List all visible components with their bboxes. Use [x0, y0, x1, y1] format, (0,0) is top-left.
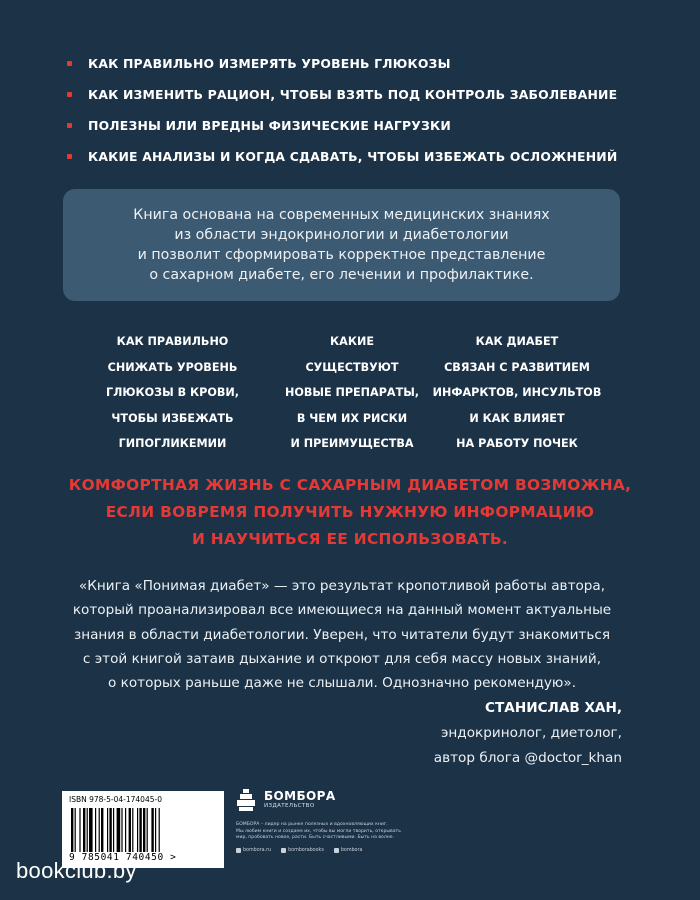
- column-line: КАКИЕ: [330, 335, 374, 348]
- feature-bullet-list: [66, 48, 666, 172]
- barcode-bars-icon: [69, 808, 217, 852]
- publisher-subtitle: ИЗДАТЕЛЬСТВО: [264, 803, 315, 809]
- publisher-description: [236, 822, 456, 842]
- bullet-item: [66, 110, 666, 141]
- publisher-logo: [236, 787, 456, 813]
- isbn-number: ISBN 978-5-04-174045-0: [69, 795, 162, 804]
- headline-line: И НАУЧИТЬСЯ ЕЕ ИСПОЛЬЗОВАТЬ.: [191, 530, 509, 548]
- bombora-logo-icon: [236, 787, 258, 813]
- column-line: КАК ДИАБЕТ: [475, 335, 559, 348]
- info-panel-line: из области эндокринологии и диабетологии: [174, 227, 509, 243]
- isbn-barcode: [62, 791, 224, 868]
- topic-column-complications: [420, 329, 614, 457]
- bullet-text: КАКИЕ АНАЛИЗЫ И КОГДА СДАВАТЬ, ЧТОБЫ ИЗБЕЖАТЬ ОСЛОЖНЕНИЙ: [88, 149, 618, 164]
- info-panel-line: и позволит сформировать корректное представление: [137, 247, 546, 263]
- column-line: ГИПОГЛИКЕМИИ: [118, 437, 227, 450]
- testimonial-quote: [62, 574, 622, 695]
- column-line: СНИЖАТЬ УРОВЕНЬ: [107, 360, 238, 374]
- publisher-name: БОМБОРА: [264, 789, 336, 803]
- column-line: КАК ПРАВИЛЬНО: [116, 335, 229, 348]
- social-icon: [281, 848, 286, 853]
- info-panel-line: о сахарном диабете, его лечении и профилактике.: [149, 267, 534, 283]
- publisher-links: [236, 848, 456, 853]
- column-line: СУЩЕСТВУЮТ: [305, 360, 399, 374]
- bullet-text: КАК ПРАВИЛЬНО ИЗМЕРЯТЬ УРОВЕНЬ ГЛЮКОЗЫ: [88, 56, 451, 71]
- column-line: В ЧЕМ ИХ РИСКИ: [296, 411, 408, 425]
- column-line: СВЯЗАН С РАЗВИТИЕМ: [444, 360, 590, 374]
- info-panel: [63, 189, 620, 301]
- link-text: bomborabooks: [288, 847, 324, 853]
- link-text: bombora: [340, 847, 363, 853]
- quote-line: знания в области диабетологии. Уверен, что читатели будут знакомиться: [73, 626, 611, 643]
- bullet-text: ПОЛЕЗНЫ ИЛИ ВРЕДНЫ ФИЗИЧЕСКИЕ НАГРУЗКИ: [88, 118, 451, 133]
- author-role-line: эндокринолог, диетолог,: [440, 725, 622, 741]
- messenger-icon: [334, 848, 339, 853]
- headline-line: ЕСЛИ ВОВРЕМЯ ПОЛУЧИТЬ НУЖНУЮ ИНФОРМАЦИЮ: [105, 503, 595, 521]
- publisher-link-messenger[interactable]: [334, 848, 363, 853]
- publisher-description-line: мир, пробовать новое, расти. Быть счастливыми. Быть на волне.: [236, 835, 395, 841]
- red-bullet-icon: [67, 61, 72, 66]
- quote-line: который проанализировал все имеющиеся на данный момент актуальные: [72, 602, 612, 619]
- red-headline: [0, 472, 700, 553]
- link-text: bombora.ru: [243, 847, 272, 853]
- column-line: ИНФАРКТОВ, ИНСУЛЬТОВ: [432, 386, 602, 399]
- bullet-item: [66, 79, 666, 110]
- topic-column-glucose: [80, 329, 265, 457]
- red-bullet-icon: [67, 154, 72, 159]
- info-panel-line: Книга основана на современных медицинских знаниях: [133, 207, 550, 223]
- bullet-text: КАК ИЗМЕНИТЬ РАЦИОН, ЧТОБЫ ВЗЯТЬ ПОД КОНТРОЛЬ ЗАБОЛЕВАНИЕ: [88, 87, 618, 102]
- quote-line: с этой книгой затаив дыхание и откроют для себя массу новых знаний,: [82, 650, 602, 667]
- column-line: НОВЫЕ ПРЕПАРАТЫ,: [284, 386, 420, 399]
- topic-column-drugs: [268, 329, 436, 457]
- quote-line: «Книга «Понимая диабет» — это результат кропотливой работы автора,: [78, 578, 606, 594]
- publisher-block: [236, 787, 456, 853]
- column-line: И КАК ВЛИЯЕТ: [469, 411, 565, 425]
- quote-author-role: [434, 721, 622, 770]
- red-bullet-icon: [67, 92, 72, 97]
- red-bullet-icon: [67, 123, 72, 128]
- column-line: ГЛЮКОЗЫ В КРОВИ,: [105, 386, 240, 399]
- publisher-description-line: Мы любим книги и создаем их, чтобы вы могли творить, открывать: [236, 828, 401, 834]
- bullet-item: [66, 48, 666, 79]
- column-line: ЧТОБЫ ИЗБЕЖАТЬ: [111, 411, 234, 425]
- author-role-line: автор блога @doctor_khan: [433, 749, 622, 766]
- bullet-item: [66, 141, 666, 172]
- publisher-description-line: БОМБОРА – лидер на рынке полезных и вдохновляющих книг.: [236, 822, 388, 827]
- quote-author-name: СТАНИСЛАВ ХАН,: [485, 700, 622, 716]
- column-line: НА РАБОТУ ПОЧЕК: [456, 437, 578, 450]
- publisher-link-social[interactable]: [281, 848, 324, 853]
- quote-line: о которых раньше даже не слышали. Однозначно рекомендую».: [107, 675, 577, 692]
- publisher-link-site[interactable]: [236, 848, 271, 853]
- headline-line: КОМФОРТНАЯ ЖИЗНЬ С САХАРНЫМ ДИАБЕТОМ ВОЗМОЖНА,: [68, 476, 632, 494]
- column-line: И ПРЕИМУЩЕСТВА: [290, 437, 414, 450]
- watermark-text: bookclub.by: [16, 858, 137, 883]
- barcode-digits: 9 785041 740450 >: [69, 852, 177, 863]
- globe-icon: [236, 848, 241, 853]
